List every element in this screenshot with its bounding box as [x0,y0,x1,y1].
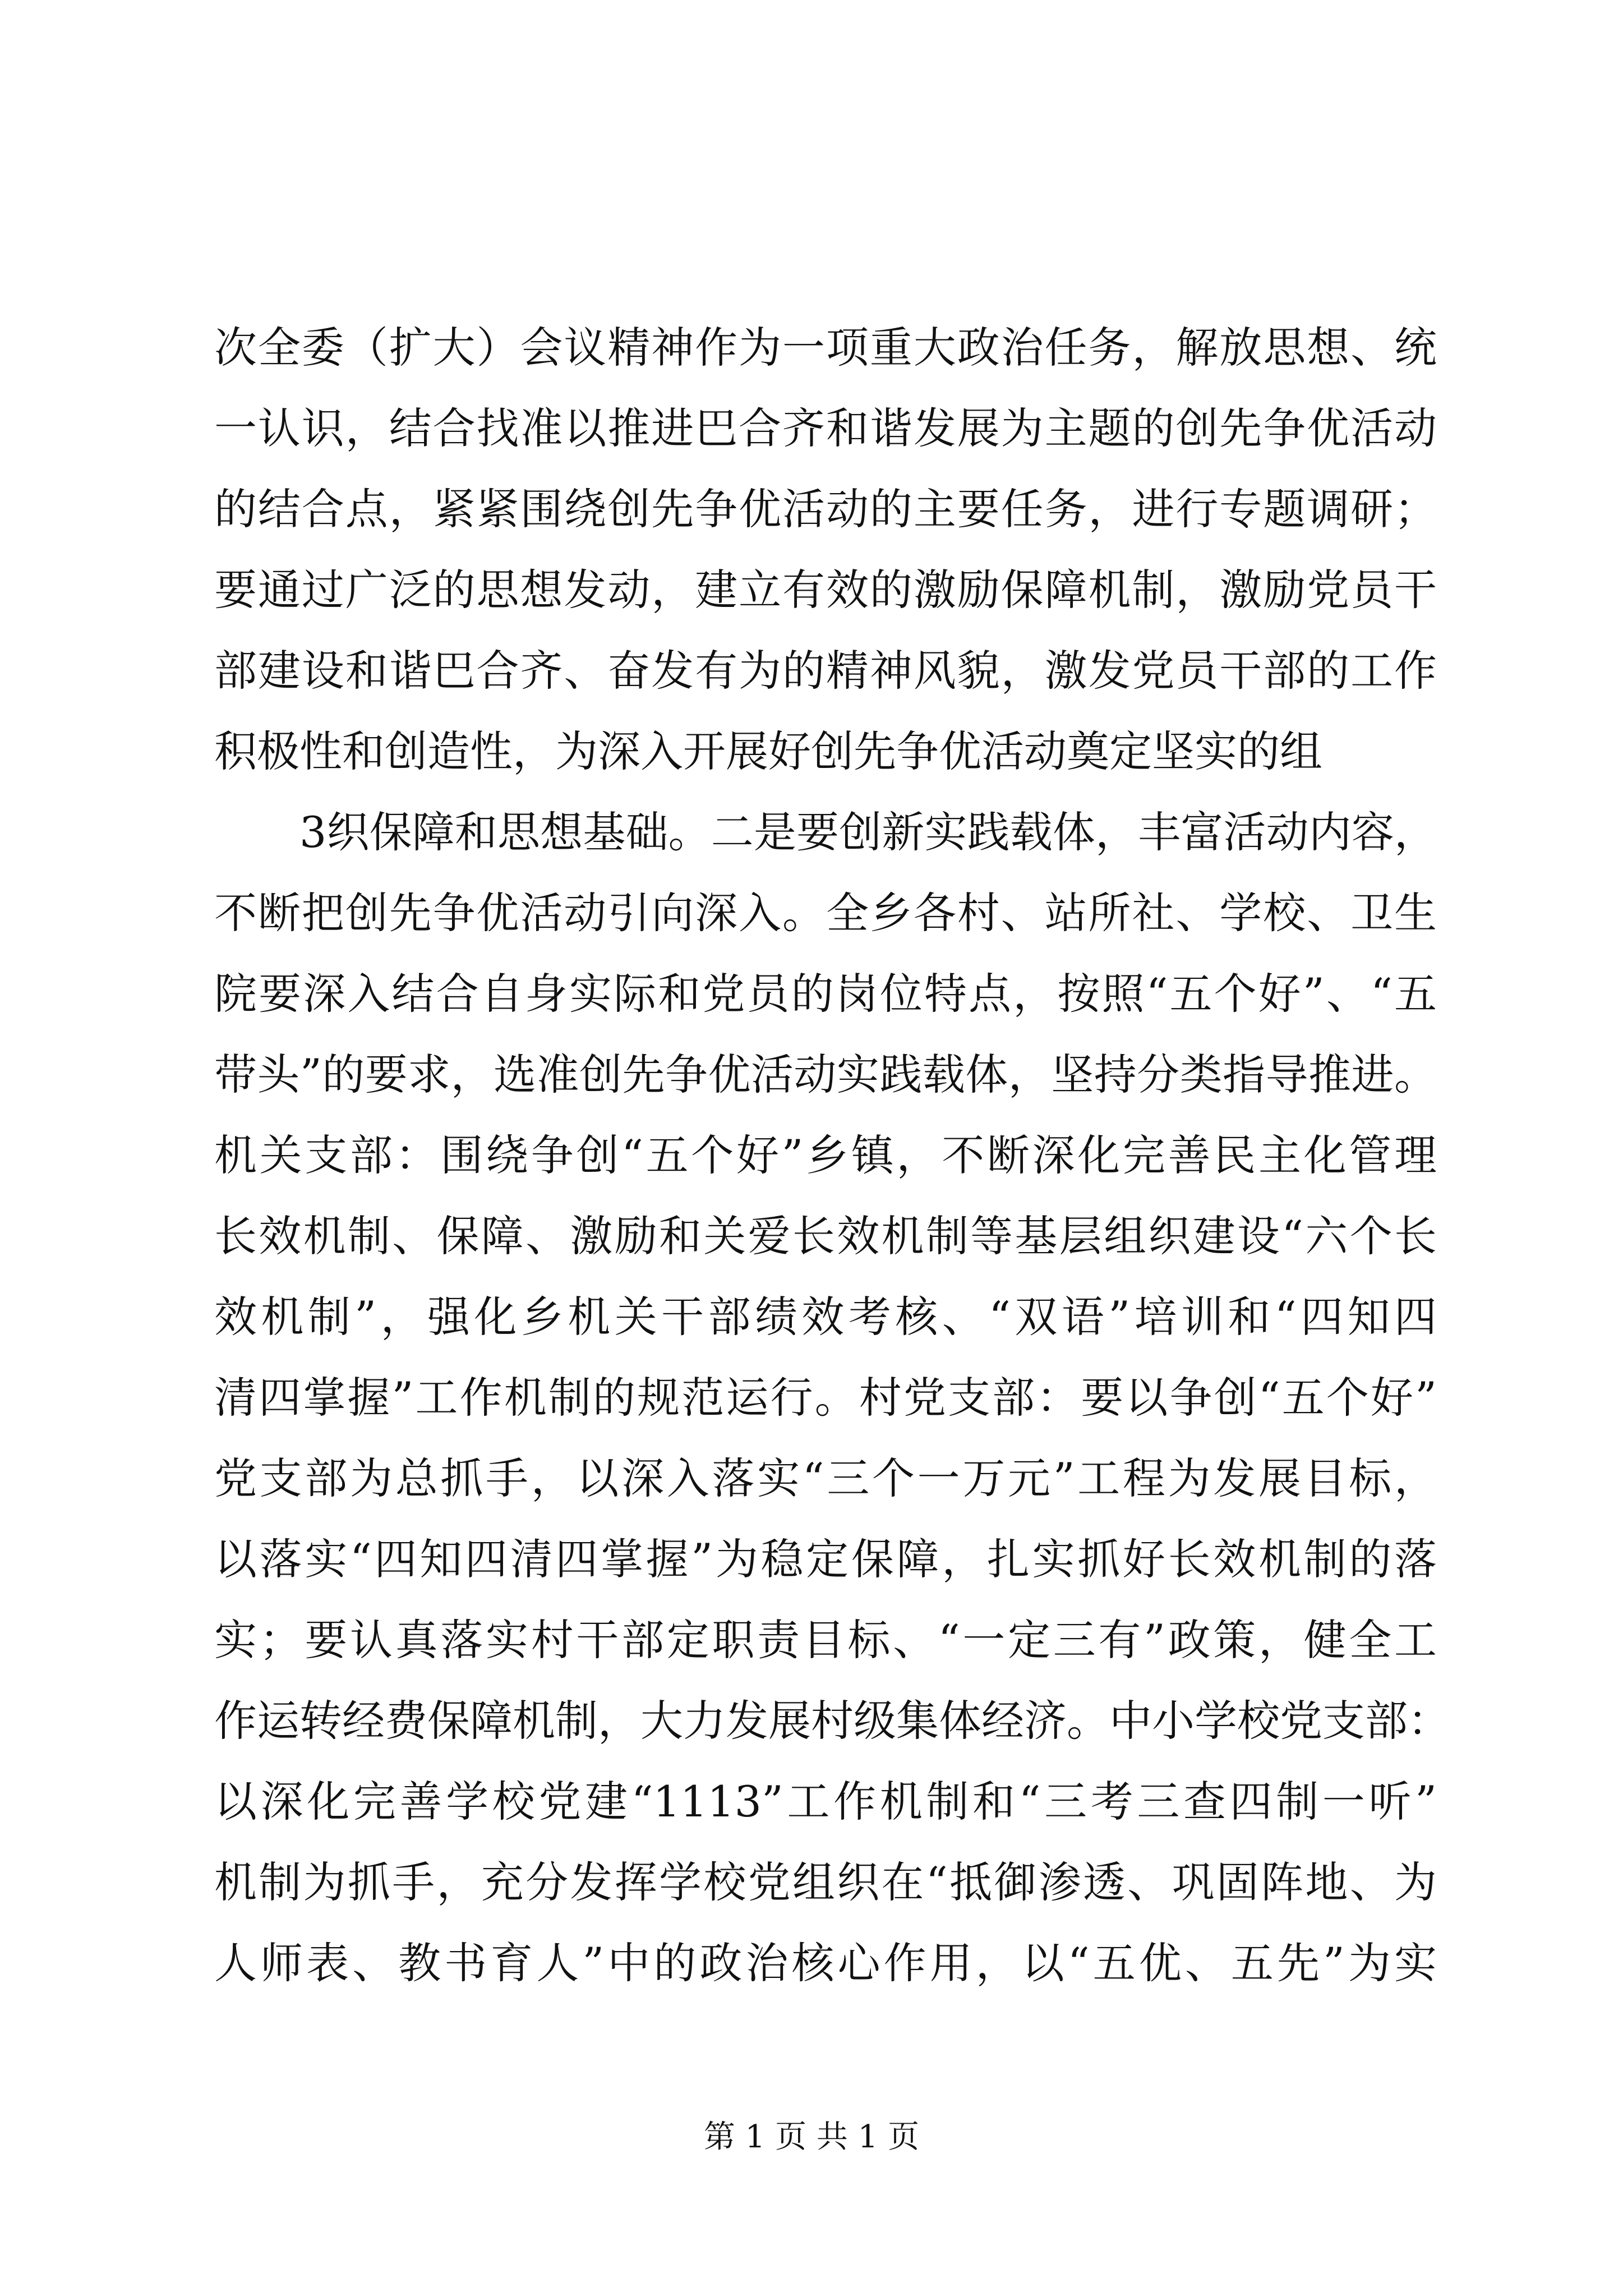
text-line: 长效机制、保障、激励和关爱长效机制等基层组织建设“六个长 [214,1211,1437,1261]
text-line: 次全委（扩大）会议精神作为一项重大政治任务，解放思想、统 [214,323,1437,372]
text-line: 带头”的要求，选准创先争优活动实践载体，坚持分类指导推进。 [214,1050,1437,1099]
body-text [214,307,1450,2004]
text-line: 一认识，结合找准以推进巴合齐和谐发展为主题的创先争优活动 [214,403,1437,453]
text-line: 机制为抓手，充分发挥学校党组织在“抵御渗透、巩固阵地、为 [214,1857,1437,1907]
paragraph-start-line: 3织保障和思想基础。二是要创新实践载体，丰富活动内容， [299,807,1437,857]
text-line: 积极性和创造性，为深入开展好创先争优活动奠定坚实的组 [214,726,1322,776]
text-line: 实；要认真落实村干部定职责目标、“一定三有”政策，健全工 [214,1615,1437,1665]
page-footer: 第 1 页 共 1 页 [703,2119,920,2155]
text-line: 不断把创先争优活动引向深入。全乡各村、站所社、学校、卫生 [214,888,1437,938]
text-line: 清四掌握”工作机制的规范运行。村党支部：要以争创“五个好” [214,1373,1437,1423]
text-line: 的结合点，紧紧围绕创先争优活动的主要任务，进行专题调研； [214,484,1437,534]
text-line: 以深化完善学校党建“1113”工作机制和“三考三查四制一听” [214,1777,1437,1826]
text-line: 要通过广泛的思想发动，建立有效的激励保障机制，激励党员干 [214,565,1437,615]
text-line: 人师表、教书育人”中的政治核心作用，以“五优、五先”为实 [214,1938,1437,1988]
text-line: 作运转经费保障机制，大力发展村级集体经济。中小学校党支部： [214,1696,1450,1746]
text-line: 效机制”，强化乡机关干部绩效考核、“双语”培训和“四知四 [214,1292,1437,1342]
text-line: 党支部为总抓手，以深入落实“三个一万元”工程为发展目标， [214,1453,1437,1503]
text-line: 机关支部：围绕争创“五个好”乡镇，不断深化完善民主化管理 [214,1130,1437,1180]
text-line: 院要深入结合自身实际和党员的岗位特点，按照“五个好”、“五 [214,969,1437,1019]
text-line: 部建设和谐巴合齐、奋发有为的精神风貌，激发党员干部的工作 [214,646,1437,696]
text-line: 以落实“四知四清四掌握”为稳定保障，扎实抓好长效机制的落 [214,1534,1437,1584]
